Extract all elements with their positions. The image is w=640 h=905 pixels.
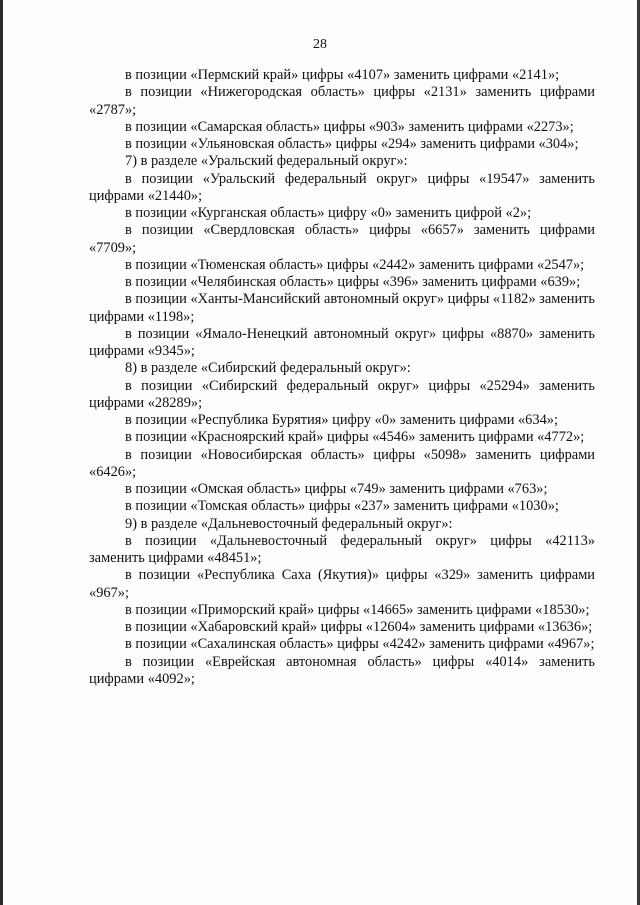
paragraph: в позиции «Челябинская область» цифры «396» заменить цифрами «639»; [125, 274, 581, 290]
paragraph: в позиции «Самарская область» цифры «903» заменить цифрами «2273»; [125, 118, 574, 135]
paragraph: в позиции «Ханты-Мансийский автономный округ» цифры «1182» заменить цифрами «1198»; [89, 291, 595, 325]
paragraph: в позиции «Хабаровский край» цифры «12604» заменить цифрами «13636»; [125, 619, 593, 635]
section-heading-ural: 7) в разделе «Уральский федеральный округ»: [125, 153, 408, 170]
paragraph: в позиции «Красноярский край» цифры «4546» заменить цифрами «4772»; [125, 429, 585, 446]
paragraph: в позиции «Тюменская область» цифры «2442» заменить цифрами «2547»; [125, 256, 585, 273]
paragraph: в позиции «Республика Саха (Якутия)» цифры «329» заменить цифрами «967»; [89, 567, 595, 601]
paragraph: в позиции «Пермский край» цифры «4107» заменить цифрами «2141»; [125, 67, 560, 83]
paragraph: в позиции «Новосибирская область» цифры «5098» заменить цифрами «6426»; [89, 446, 595, 480]
paragraph: в позиции «Приморский край» цифры «14665» заменить цифрами «18530»; [125, 601, 590, 618]
paragraph: в позиции «Уральский федеральный округ» цифры «19547» заменить цифрами «21440»; [89, 170, 595, 204]
section-heading-siberia: 8) в разделе «Сибирский федеральный округ»: [125, 360, 411, 377]
paragraph: в позиции «Свердловская область» цифры «6657» заменить цифрами «7709»; [89, 222, 595, 256]
paragraph: в позиции «Еврейская автономная область» цифры «4014» заменить цифрами «4092»; [89, 653, 595, 687]
section-heading-far-east: 9) в разделе «Дальневосточный федеральный округ»: [125, 515, 453, 532]
paragraph: в позиции «Сахалинская область» цифры «4242» заменить цифрами «4967»; [125, 636, 595, 653]
paragraph: в позиции «Курганская область» цифру «0» заменить цифрой «2»; [125, 205, 532, 221]
page-number: 28 [313, 37, 327, 52]
document-body [89, 67, 595, 688]
paragraph: в позиции «Сибирский федеральный округ» цифры «25294» заменить цифрами «28289»; [89, 377, 595, 411]
paragraph: в позиции «Томская область» цифры «237» заменить цифрами «1030»; [125, 498, 559, 515]
paragraph: в позиции «Нижегородская область» цифры «2131» заменить цифрами «2787»; [89, 84, 595, 118]
paragraph: в позиции «Ульяновская область» цифры «294» заменить цифрами «304»; [125, 136, 579, 152]
scan-edge-left [0, 0, 3, 905]
paragraph: в позиции «Республика Бурятия» цифру «0» заменить цифрами «634»; [125, 412, 558, 428]
paragraph: в позиции «Дальневосточный федеральный округ» цифры «42113» заменить цифрами «48451»; [89, 532, 595, 566]
paragraph: в позиции «Ямало-Ненецкий автономный округ» цифры «8870» заменить цифрами «9345»; [89, 325, 595, 359]
paragraph: в позиции «Омская область» цифры «749» заменить цифрами «763»; [125, 481, 548, 497]
